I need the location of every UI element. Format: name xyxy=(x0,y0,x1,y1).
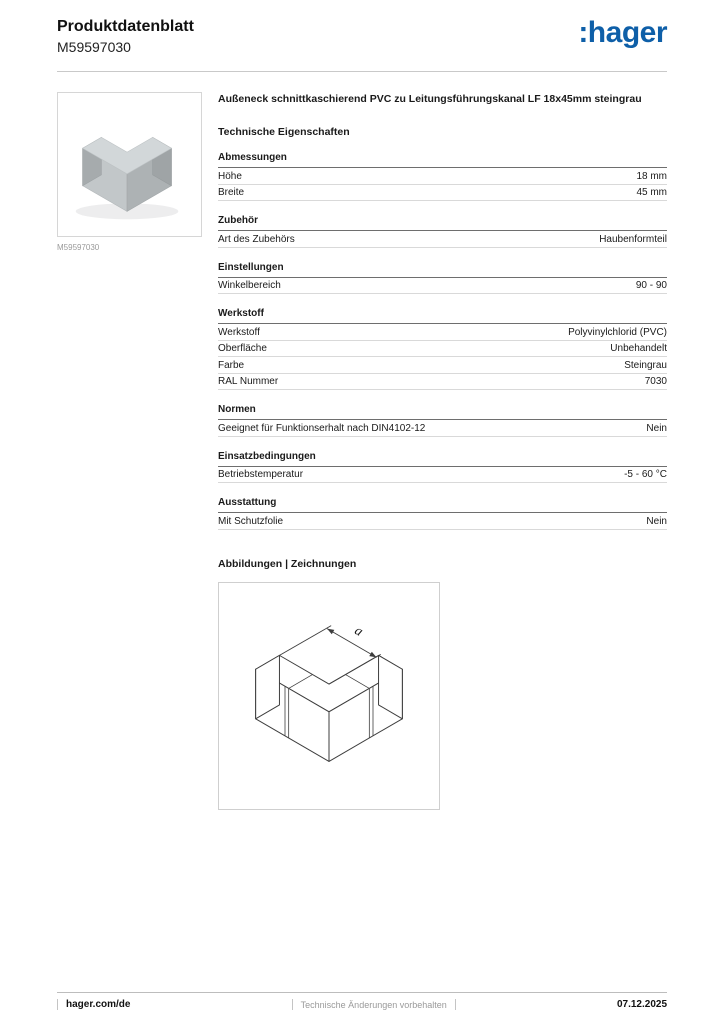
spec-label: RAL Nummer xyxy=(218,376,279,388)
drawings-heading: Abbildungen | Zeichnungen xyxy=(218,557,357,570)
spec-value: 18 mm xyxy=(636,170,667,182)
spec-value: Nein xyxy=(646,515,667,527)
technical-drawing-frame xyxy=(218,582,440,810)
spec-section xyxy=(218,152,667,201)
spec-row xyxy=(218,467,667,484)
spec-value: 45 mm xyxy=(636,187,667,199)
footer xyxy=(57,992,667,1010)
spec-label: Geeignet für Funktionserhalt nach DIN4102-12 xyxy=(218,422,426,434)
spec-section-heading: Werkstoff xyxy=(218,308,667,324)
spec-label: Breite xyxy=(218,187,245,199)
spec-label: Werkstoff xyxy=(218,326,260,338)
spec-section-heading: Einsatzbedingungen xyxy=(218,451,667,467)
spec-row xyxy=(218,374,667,391)
technical-properties-heading: Technische Eigenschaften xyxy=(218,126,350,139)
spec-value: Polyvinylchlorid (PVC) xyxy=(568,326,667,338)
spec-label: Art des Zubehörs xyxy=(218,233,295,245)
footer-site-link[interactable]: hager.com/de xyxy=(66,999,131,1010)
spec-row xyxy=(218,278,667,295)
product-image-caption: M59597030 xyxy=(57,243,100,252)
document-title: Produktdatenblatt xyxy=(57,18,194,35)
spec-section-heading: Einstellungen xyxy=(218,262,667,278)
spec-label: Winkelbereich xyxy=(218,280,281,292)
spec-row xyxy=(218,324,667,341)
spec-row xyxy=(218,168,667,185)
spec-value: Nein xyxy=(646,422,667,434)
spec-row xyxy=(218,231,667,248)
product-photo-render xyxy=(58,93,201,236)
spec-row xyxy=(218,357,667,374)
product-description: Außeneck schnittkaschierend PVC zu Leitungsführungskanal LF 18x45mm steingrau xyxy=(218,93,642,105)
spec-value: -5 - 60 °C xyxy=(624,469,667,481)
spec-section xyxy=(218,215,667,248)
main-content xyxy=(218,92,667,810)
spec-label: Farbe xyxy=(218,359,245,371)
product-image xyxy=(57,92,202,237)
header-divider xyxy=(57,71,667,72)
spec-value: 90 - 90 xyxy=(635,280,667,292)
spec-sections xyxy=(218,152,667,530)
header xyxy=(57,18,667,55)
spec-label: Betriebstemperatur xyxy=(218,469,304,481)
spec-section xyxy=(218,451,667,484)
spec-row xyxy=(218,513,667,530)
spec-section-heading: Ausstattung xyxy=(218,497,667,513)
footer-divider xyxy=(57,999,58,1010)
spec-value: Steingrau xyxy=(624,359,667,371)
spec-section-heading: Normen xyxy=(218,404,667,420)
footer-date: 07.12.2025 xyxy=(616,999,668,1010)
spec-label: Oberfläche xyxy=(218,343,267,355)
spec-section-heading: Zubehör xyxy=(218,215,667,231)
footer-notice: Technische Änderungen vorbehalten xyxy=(300,999,447,1010)
spec-row xyxy=(218,341,667,358)
hager-logo: :hager xyxy=(578,16,667,49)
dimension-line xyxy=(327,628,377,657)
spec-section xyxy=(218,308,667,390)
product-id: M59597030 xyxy=(57,39,131,55)
dimension-label: a xyxy=(351,622,366,640)
spec-row xyxy=(218,420,667,437)
spec-value: 7030 xyxy=(644,376,667,388)
spec-section xyxy=(218,404,667,437)
spec-value: Unbehandelt xyxy=(610,343,667,355)
spec-section-heading: Abmessungen xyxy=(218,152,667,168)
spec-section xyxy=(218,262,667,295)
footer-divider xyxy=(455,999,456,1010)
spec-value: Haubenformteil xyxy=(599,233,667,245)
spec-label: Mit Schutzfolie xyxy=(218,515,284,527)
technical-drawing xyxy=(219,583,439,809)
footer-divider xyxy=(292,999,293,1010)
spec-row xyxy=(218,185,667,202)
spec-label: Höhe xyxy=(218,170,242,182)
spec-section xyxy=(218,497,667,530)
